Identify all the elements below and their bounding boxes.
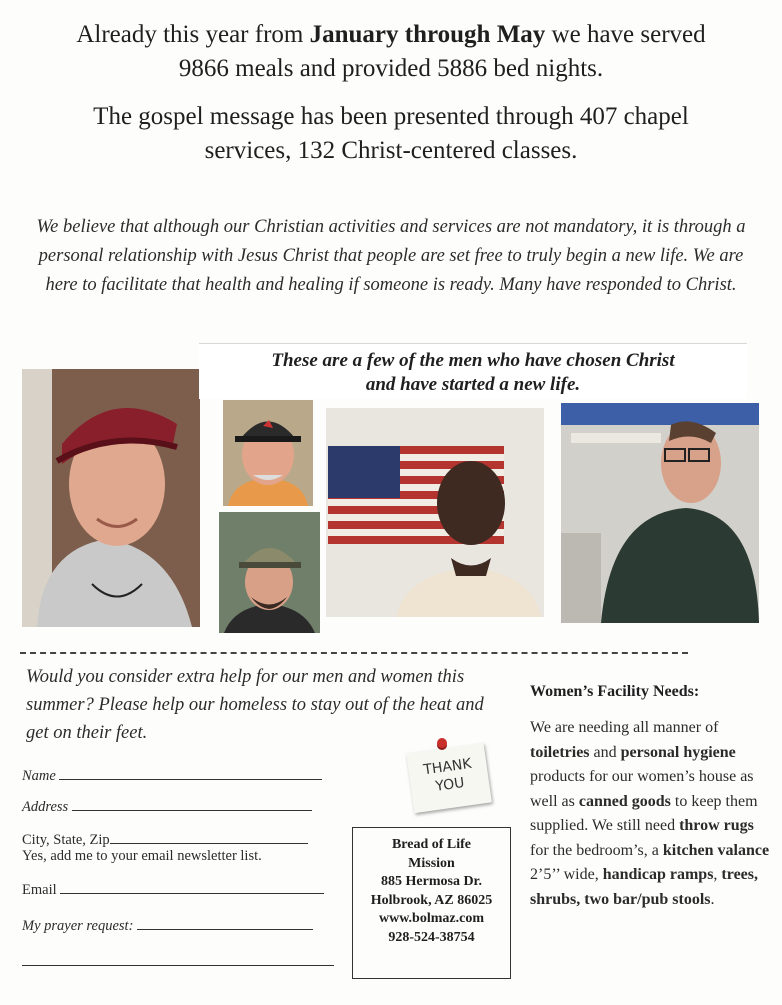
mission-website: www.bolmaz.com	[379, 911, 484, 926]
needs-toiletries: toiletries	[530, 743, 590, 761]
photo-caption	[199, 343, 747, 399]
mission-city: Holbrook, AZ 86025	[370, 892, 493, 908]
needs-trees-stools: trees, shrubs, two bar/pub stools	[530, 866, 758, 908]
city-label: City, State, Zip	[22, 832, 110, 848]
prayer-request-field[interactable]	[22, 915, 313, 935]
note-line-1: THANK	[422, 755, 473, 779]
prayer-input-line[interactable]	[137, 915, 313, 930]
address-input-line[interactable]	[72, 796, 312, 811]
photo-man-glasses	[561, 403, 759, 623]
needs-text: We are needing all manner of	[530, 719, 719, 736]
needs-text: 2’5’’ wide,	[530, 866, 603, 883]
needs-handicap-ramps: handicap ramps	[602, 866, 714, 883]
city-input-line[interactable]	[110, 829, 308, 844]
photo-man-flag	[326, 408, 544, 617]
belief-paragraph: We believe that although our Christian activities and services are not mandatory, it is through a personal relationship with Jesus Christ that people are set free to truly begin a new life. We are here to facilitate that health and healing if someone is ready. Many have responded to Christ.	[36, 217, 746, 295]
stats-line-2	[20, 100, 762, 168]
name-input-line[interactable]	[59, 765, 322, 780]
address-field[interactable]	[22, 796, 312, 816]
mission-address-box	[352, 827, 511, 979]
email-field[interactable]	[22, 879, 324, 899]
note-line-2: YOU	[434, 774, 466, 795]
stats-bold-period: January through May	[309, 21, 546, 48]
needs-hygiene: personal hygiene	[620, 743, 736, 761]
email-label: Email	[22, 882, 57, 898]
stats-meals-beds: 9866 meals and provided 5886 bed nights.	[178, 55, 604, 82]
mission-name: Bread of Life	[391, 837, 472, 852]
needs-throw-rugs: throw rugs	[679, 817, 754, 834]
needs-kitchen-valance: kitchen valance	[662, 841, 770, 859]
stats-gospel: The gospel message has been presented through 407 chapel	[93, 103, 689, 130]
needs-text: for the bedroom’s, a	[530, 841, 663, 859]
stats-classes: services, 132 Christ-centered classes.	[204, 137, 578, 164]
womens-needs-title: Women’s Facility Needs:	[530, 683, 700, 700]
help-request: Would you consider extra help for our men and women this summer? Please help our homeless to stay out of the heat and get on their feet.	[26, 667, 484, 743]
needs-text: ,	[713, 866, 722, 883]
stats-line-1	[20, 18, 762, 86]
thank-you-note	[406, 743, 492, 813]
mission-phone: 928-524-38754	[388, 929, 475, 945]
prayer-extra-line[interactable]	[22, 965, 334, 966]
address-label: Address	[22, 799, 69, 815]
caption-line-2: and have started a new life.	[365, 374, 581, 395]
photo-man-red-cap	[22, 369, 200, 627]
needs-text: and	[589, 743, 621, 761]
needs-text: to keep them supplied. We still need	[530, 792, 758, 834]
mission-name-2: Mission	[408, 855, 455, 871]
newsletter-label: Yes, add me to your email newsletter list.	[22, 848, 262, 864]
cut-line-divider	[20, 652, 688, 654]
mission-street: 885 Hermosa Dr.	[381, 874, 482, 889]
push-pin-icon	[437, 738, 447, 748]
name-field[interactable]	[22, 765, 322, 785]
newsletter-optin[interactable]	[22, 848, 262, 865]
needs-text: products for our women’s house as well as	[530, 768, 754, 810]
womens-needs-body	[530, 716, 776, 912]
stats-text: we have served	[545, 21, 706, 48]
needs-text: .	[710, 890, 715, 908]
name-label: Name	[22, 768, 56, 784]
city-state-zip-field[interactable]	[22, 829, 308, 849]
caption-line-1: These are a few of the men who have chosen Christ	[271, 350, 675, 371]
photo-man-baseball-cap	[223, 400, 313, 506]
stats-text: Already this year from	[76, 21, 310, 48]
email-input-line[interactable]	[60, 879, 324, 894]
prayer-label: My prayer request:	[22, 918, 134, 934]
photo-man-camo-cap	[219, 512, 320, 633]
needs-canned-goods: canned goods	[578, 792, 671, 810]
